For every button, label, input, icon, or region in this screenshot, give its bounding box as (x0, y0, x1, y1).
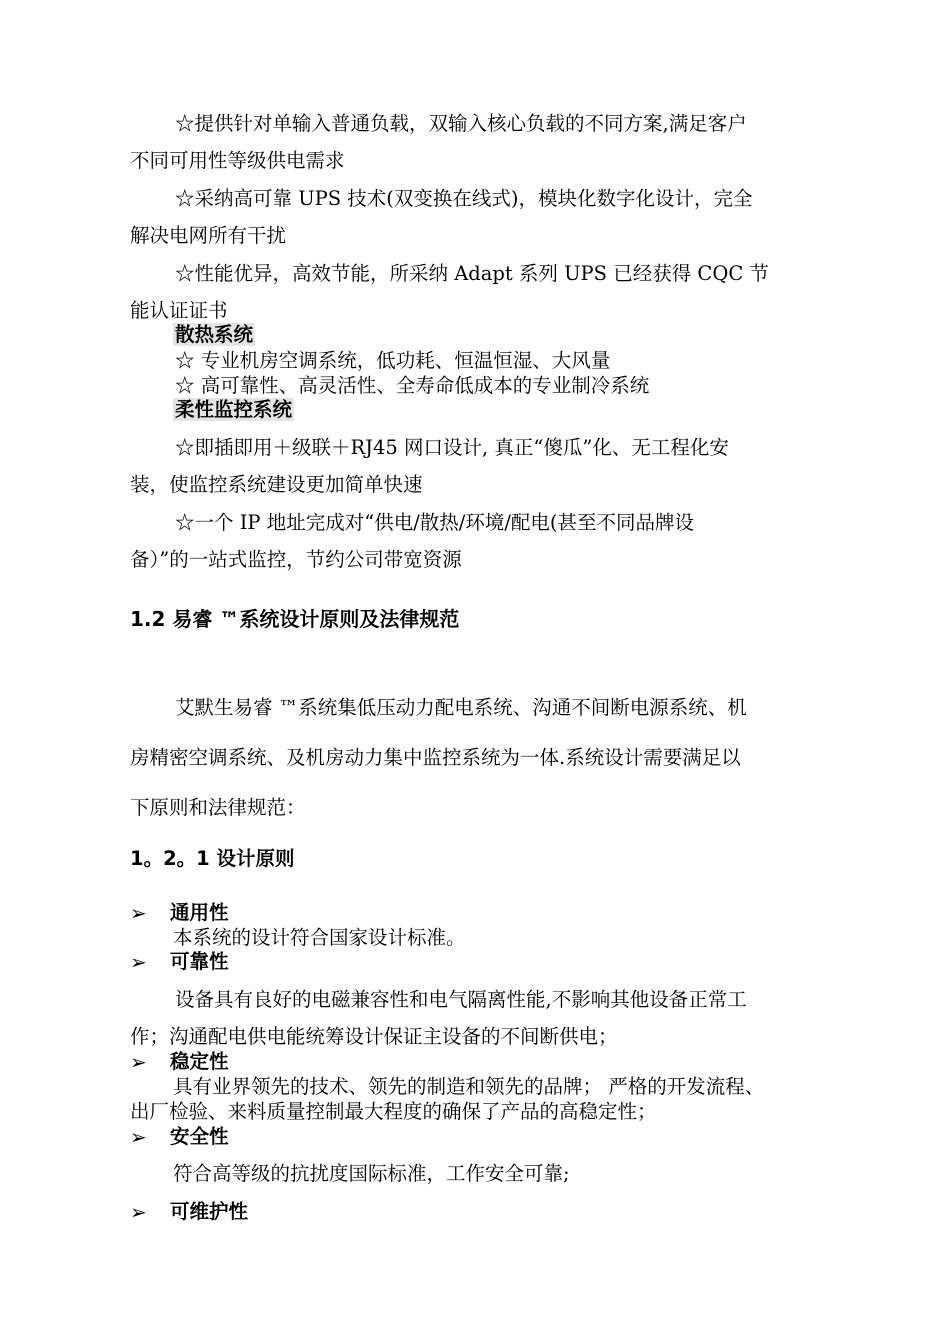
principle-text: 具有业界领先的技术、领先的制造和领先的品牌； 严格的开发流程、 (173, 1075, 765, 1098)
principle-text: 出厂检验、来料质量控制最大程度的确保了产品的高稳定性； (130, 1100, 657, 1123)
subsection-title: 1。2。1 设计原则 (130, 847, 295, 870)
section-title: 1.2 易睿 ™系统设计原则及法律规范 (130, 607, 460, 631)
paragraph-line: ☆采纳高可靠 UPS 技术(双变换在线式)，模块化数字化设计，完全 (175, 187, 753, 210)
paragraph-line: ☆即插即用＋级联＋RJ45 网口设计, 真正“傻瓜”化、无工程化安 (175, 436, 729, 459)
bullet-arrow-icon: ➢ (130, 1200, 147, 1224)
paragraph-line: ☆性能优异，高效节能，所采纳 Adapt 系列 UPS 已经获得 CQC 节 (175, 262, 769, 285)
principle-title: 稳定性 (170, 1050, 229, 1073)
principle-title: 安全性 (170, 1125, 229, 1148)
paragraph-line: 装，使监控系统建设更加简单快速 (130, 473, 423, 496)
paragraph-line: 能认证证书 (130, 299, 228, 322)
principle-title: 可靠性 (170, 950, 229, 973)
bullet-arrow-icon: ➢ (130, 950, 147, 974)
cooling-item: ☆ 专业机房空调系统，低功耗、恒温恒湿、大风量 (175, 349, 611, 372)
bullet-arrow-icon: ➢ (130, 1125, 147, 1149)
bullet-arrow-icon: ➢ (130, 1050, 147, 1074)
paragraph-line: ☆一个 IP 地址完成对“供电/散热/环境/配电(甚至不同品牌设 (175, 511, 695, 534)
paragraph-line: 不同可用性等级供电需求 (130, 149, 345, 172)
intro-line: 房精密空调系统、及机房动力集中监控系统为一体.系统设计需要满足以 (130, 746, 741, 769)
intro-line: 下原则和法律规范： (130, 796, 306, 819)
intro-line: 艾默生易睿 ™系统集低压动力配电系统、沟通不间断电源系统、机 (175, 696, 747, 719)
cooling-heading: 散热系统 (175, 323, 254, 346)
principle-text: 符合高等级的抗扰度国际标准，工作安全可靠; (173, 1162, 570, 1185)
paragraph-line: ☆提供针对单输入普通负载，双输入核心负载的不同方案,满足客户 (175, 112, 747, 135)
principle-text: 设备具有良好的电磁兼容性和电气隔离性能,不影响其他设备正常工 (175, 988, 747, 1011)
cooling-item: ☆ 高可靠性、高灵活性、全寿命低成本的专业制冷系统 (175, 374, 650, 397)
paragraph-line: 解决电网所有干扰 (130, 224, 287, 247)
principle-title: 可维护性 (170, 1200, 249, 1223)
principle-title: 通用性 (170, 901, 229, 924)
bullet-arrow-icon: ➢ (130, 901, 147, 925)
paragraph-line: 备）”的一站式监控，节约公司带宽资源 (130, 548, 462, 571)
monitor-heading: 柔性监控系统 (175, 398, 293, 421)
principle-text: 本系统的设计符合国家设计标准。 (173, 926, 466, 949)
principle-text: 作；沟通配电供电能统筹设计保证主设备的不间断供电； (130, 1025, 618, 1048)
